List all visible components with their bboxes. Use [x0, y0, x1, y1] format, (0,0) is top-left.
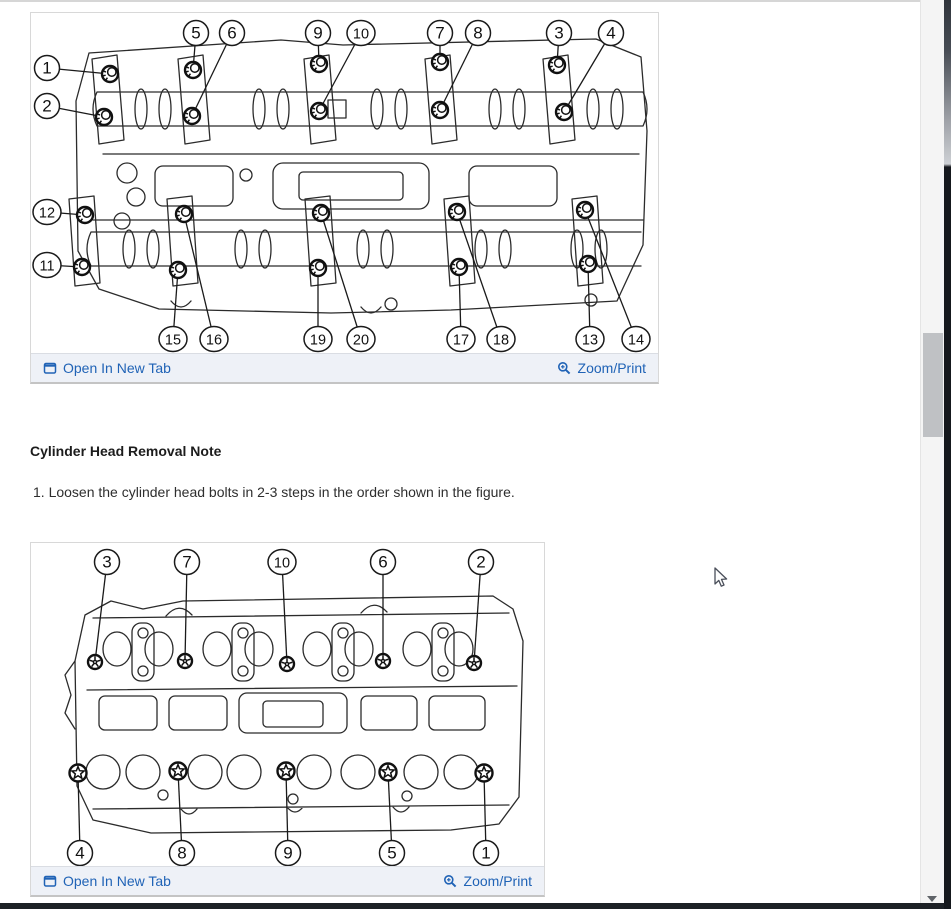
svg-text:8: 8	[177, 843, 187, 863]
svg-text:10: 10	[352, 26, 370, 43]
svg-text:8: 8	[473, 23, 483, 43]
cylinder-head-diagram	[31, 543, 542, 866]
scrollbar-thumb[interactable]	[923, 333, 943, 437]
svg-text:12: 12	[38, 205, 56, 222]
step-text: 1. Loosen the cylinder head bolts in 2-3 steps in the order shown in the figure.	[33, 484, 515, 500]
open-in-new-tab-label: Open In New Tab	[63, 360, 171, 376]
svg-text:2: 2	[42, 96, 52, 116]
svg-text:17: 17	[452, 332, 470, 349]
zoom-print-label: Zoom/Print	[577, 360, 646, 376]
svg-text:9: 9	[313, 23, 323, 43]
window-edge-strip	[944, 0, 951, 909]
open-in-new-tab-icon	[43, 361, 57, 375]
open-in-new-tab-link[interactable]	[43, 873, 171, 889]
svg-text:1: 1	[481, 843, 491, 863]
svg-text:13: 13	[581, 332, 599, 349]
svg-text:7: 7	[182, 552, 192, 572]
camshaft-diagram	[31, 13, 656, 353]
scrollbar-down-button[interactable]	[927, 896, 937, 902]
camshaft-diagram-card	[30, 12, 659, 384]
svg-text:5: 5	[191, 23, 201, 43]
zoom-print-link[interactable]	[443, 873, 532, 889]
svg-text:6: 6	[378, 552, 388, 572]
bottom-window-border	[0, 903, 944, 909]
figure1-footer	[31, 353, 658, 382]
top-divider	[0, 0, 944, 2]
svg-text:20: 20	[352, 332, 370, 349]
svg-text:9: 9	[283, 843, 293, 863]
svg-text:3: 3	[554, 23, 564, 43]
svg-text:3: 3	[102, 552, 112, 572]
svg-text:4: 4	[75, 843, 85, 863]
svg-text:10: 10	[273, 555, 291, 572]
section-heading: Cylinder Head Removal Note	[30, 443, 222, 459]
camshaft-line-art	[69, 39, 647, 313]
open-in-new-tab-label: Open In New Tab	[63, 873, 171, 889]
svg-text:7: 7	[435, 23, 445, 43]
svg-text:16: 16	[205, 332, 223, 349]
svg-text:5: 5	[387, 843, 397, 863]
svg-text:14: 14	[627, 332, 645, 349]
svg-text:1: 1	[42, 58, 52, 78]
zoom-print-label: Zoom/Print	[463, 873, 532, 889]
svg-text:15: 15	[164, 332, 182, 349]
cylinder-head-diagram-card	[30, 542, 545, 897]
svg-text:11: 11	[39, 258, 55, 275]
figure2-footer	[31, 866, 544, 895]
magnifier-plus-icon	[557, 361, 572, 376]
zoom-print-link[interactable]	[557, 360, 646, 376]
svg-text:19: 19	[309, 332, 327, 349]
mouse-cursor	[714, 567, 730, 589]
svg-text:6: 6	[227, 23, 237, 43]
svg-text:18: 18	[492, 332, 510, 349]
open-in-new-tab-link[interactable]	[43, 360, 171, 376]
svg-text:4: 4	[606, 23, 616, 43]
open-in-new-tab-icon	[43, 874, 57, 888]
scrollbar-track[interactable]	[920, 0, 944, 909]
magnifier-plus-icon	[443, 874, 458, 889]
cylinder-head-line-art	[65, 596, 523, 833]
svg-text:2: 2	[476, 552, 486, 572]
